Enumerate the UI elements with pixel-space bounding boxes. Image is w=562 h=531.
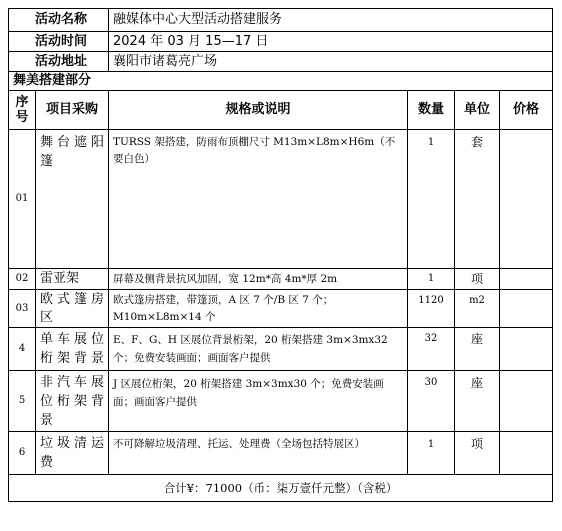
row-item-text: 单车展位桁架背景: [40, 332, 105, 366]
row-spec: J 区展位桁架，20 桁架搭建 3m×3mx30 个；免费安装画面；画面客户提供: [109, 371, 408, 432]
activity-name-value: 融媒体中心大型活动搭建服务: [109, 9, 553, 32]
header-item: 项目采购: [36, 91, 109, 130]
row-item-text: 垃圾清运费: [40, 436, 105, 470]
row-price: [500, 130, 553, 269]
activity-time-value: 2024 年 03 月 15—17 日: [109, 32, 553, 52]
row-seq: 03: [9, 290, 36, 328]
row-qty: 1: [408, 269, 455, 290]
row-item: [36, 290, 109, 328]
row-unit: 套: [455, 130, 500, 269]
activity-time-label: 活动时间: [9, 32, 109, 52]
row-spec: TURSS 架搭建，防雨布顶棚尺寸 M13m×L8m×H6m（不要白色）: [109, 130, 408, 269]
table-row: [9, 130, 553, 269]
row-qty: 1: [408, 130, 455, 269]
row-unit: 座: [455, 328, 500, 371]
info-row-name: [9, 9, 553, 32]
row-price: [500, 290, 553, 328]
row-seq: 01: [9, 130, 36, 269]
row-item: [36, 130, 109, 269]
header-unit: 单位: [455, 91, 500, 130]
row-qty: 30: [408, 371, 455, 432]
header-qty: 数量: [408, 91, 455, 130]
table-row: [9, 371, 553, 432]
row-unit: m2: [455, 290, 500, 328]
table-header-row: [9, 91, 553, 130]
table-row: [9, 290, 553, 328]
row-seq: 6: [9, 432, 36, 475]
row-price: [500, 328, 553, 371]
table-row: [9, 328, 553, 371]
row-unit: 项: [455, 432, 500, 475]
row-item: [36, 432, 109, 475]
row-qty: 1120: [408, 290, 455, 328]
row-spec: 不可降解垃圾清理、托运、处理费（全场包括特展区）: [109, 432, 408, 475]
table-row: [9, 269, 553, 290]
header-price: 价格: [500, 91, 553, 130]
row-item: 雷亚架: [36, 269, 109, 290]
row-item-text: 欧式篷房区: [40, 291, 105, 325]
row-item-text: 非汽车展位桁架背景: [40, 374, 105, 428]
info-row-place: [9, 52, 553, 72]
activity-name-label: 活动名称: [9, 9, 109, 32]
row-qty: 1: [408, 432, 455, 475]
row-seq: 5: [9, 371, 36, 432]
row-seq: 02: [9, 269, 36, 290]
header-seq: 序号: [9, 91, 36, 130]
row-unit: 座: [455, 371, 500, 432]
row-item-text: 舞台遮阳篷: [40, 135, 105, 169]
info-row-time: [9, 32, 553, 52]
total-amount: 合计¥：71000（币：柒万壹仟元整）（含税）: [9, 475, 553, 502]
row-spec: E、F、G、H 区展位背景桁架，20 桁架搭建 3m×3mx32 个；免费安装画面；画面客户提供: [109, 328, 408, 371]
row-price: [500, 269, 553, 290]
total-row: [9, 475, 553, 502]
quotation-table: [8, 8, 553, 502]
quotation-sheet: [8, 8, 552, 522]
row-seq: 4: [9, 328, 36, 371]
row-qty: 32: [408, 328, 455, 371]
table-row: [9, 432, 553, 475]
header-spec: 规格或说明: [109, 91, 408, 130]
section-title-row: [9, 72, 553, 91]
activity-place-value: 襄阳市诸葛亮广场: [109, 52, 553, 72]
section-title: 舞美搭建部分: [9, 72, 553, 91]
row-price: [500, 432, 553, 475]
activity-place-label: 活动地址: [9, 52, 109, 72]
row-price: [500, 371, 553, 432]
row-item: [36, 371, 109, 432]
row-spec: 屏幕及侧背景抗风加固，宽 12m*高 4m*厚 2m: [109, 269, 408, 290]
row-spec: 欧式篷房搭建，带篷顶，A 区 7 个/B 区 7 个；M10m×L8m×14 个: [109, 290, 408, 328]
row-unit: 项: [455, 269, 500, 290]
row-item: [36, 328, 109, 371]
